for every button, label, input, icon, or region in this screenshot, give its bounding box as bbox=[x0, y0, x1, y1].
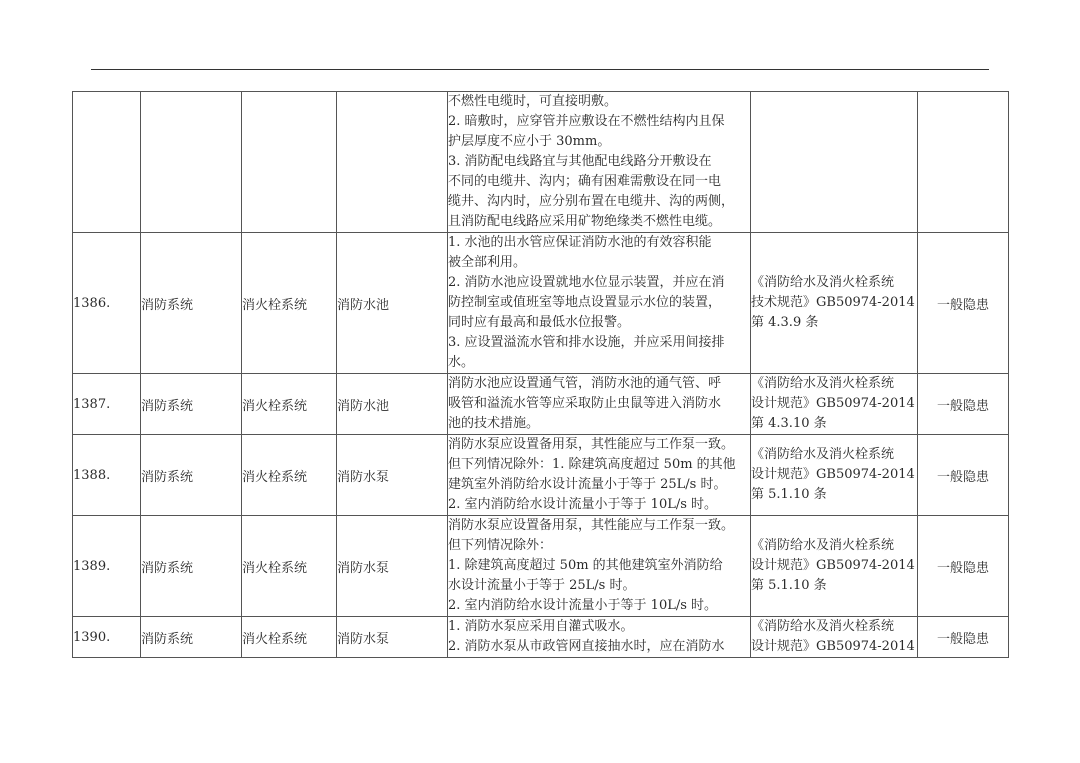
requirement-line: 消防水泵应设置备用泵，其性能应与工作泵一致。 bbox=[448, 437, 735, 452]
subsystem-cell: 消火栓系统 bbox=[242, 617, 337, 658]
requirement-line: 不燃性电缆时，可直接明敷。 bbox=[448, 94, 618, 109]
system-cell: 消防系统 bbox=[141, 617, 242, 658]
table-row bbox=[73, 374, 1009, 435]
requirement-line: 同时应有最高和最低水位报警。 bbox=[448, 315, 631, 330]
requirement-line: 但下列情况除外：1. 除建筑高度超过 50m 的其他 bbox=[448, 457, 736, 472]
requirement-line: 1. 水池的出水管应保证消防水池的有效容积能 bbox=[448, 235, 712, 250]
object-cell: 消防水泵 bbox=[337, 617, 448, 658]
table-row bbox=[73, 516, 1009, 617]
table-row bbox=[73, 233, 1009, 374]
basis-cell bbox=[751, 516, 918, 617]
basis-line: 第 4.3.9 条 bbox=[751, 315, 819, 330]
requirement-line: 不同的电缆井、沟内；确有困难需敷设在同一电 bbox=[448, 174, 722, 189]
level-cell: 一般隐患 bbox=[918, 435, 1009, 516]
requirement-line: 水设计流量小于等于 25L/s 时。 bbox=[448, 578, 636, 593]
requirement-line: 3. 消防配电线路宜与其他配电线路分开敷设在 bbox=[448, 154, 712, 169]
requirement-line: 2. 暗敷时，应穿管并应敷设在不燃性结构内且保 bbox=[448, 114, 725, 129]
row-number: 1387. bbox=[73, 374, 141, 435]
requirement-line: 护层厚度不应小于 30mm。 bbox=[448, 134, 611, 149]
requirement-line: 3. 应设置溢流水管和排水设施，并应采用间接排 bbox=[448, 335, 725, 350]
system-cell: 消防系统 bbox=[141, 374, 242, 435]
basis-cell bbox=[751, 617, 918, 658]
requirement-line: 2. 室内消防给水设计流量小于等于 10L/s 时。 bbox=[448, 598, 718, 613]
row-number: 1389. bbox=[73, 516, 141, 617]
requirement-line: 水。 bbox=[448, 355, 475, 370]
row-number: 1388. bbox=[73, 435, 141, 516]
system-cell: 消防系统 bbox=[141, 435, 242, 516]
requirement-line: 2. 消防水泵从市政管网直接抽水时，应在消防水 bbox=[448, 639, 725, 654]
level-cell: 一般隐患 bbox=[918, 516, 1009, 617]
requirement-line: 但下列情况除外： bbox=[448, 538, 553, 553]
hazard-table bbox=[72, 91, 1009, 658]
basis-line: 《消防给水及消火栓系统 bbox=[751, 447, 895, 462]
requirement-line: 1. 除建筑高度超过 50m 的其他建筑室外消防给 bbox=[448, 558, 723, 573]
requirement-cell bbox=[448, 516, 751, 617]
row-number: 1390. bbox=[73, 617, 141, 658]
basis-line: 设计规范》GB50974-2014 bbox=[751, 639, 915, 654]
basis-cell bbox=[751, 374, 918, 435]
requirement-line: 吸管和溢流水管等应采取防止虫鼠等进入消防水 bbox=[448, 396, 722, 411]
table-row bbox=[73, 92, 1009, 233]
subsystem-cell: 消火栓系统 bbox=[242, 516, 337, 617]
object-cell: 消防水泵 bbox=[337, 516, 448, 617]
requirement-line: 消防水池应设置通气管，消防水池的通气管、呼 bbox=[448, 376, 722, 391]
requirement-line: 2. 室内消防给水设计流量小于等于 10L/s 时。 bbox=[448, 497, 718, 512]
basis-line: 《消防给水及消火栓系统 bbox=[751, 538, 895, 553]
table-row bbox=[73, 435, 1009, 516]
requirement-line: 池的技术措施。 bbox=[448, 416, 540, 431]
subsystem-cell: 消火栓系统 bbox=[242, 435, 337, 516]
subsystem-cell: 消火栓系统 bbox=[242, 233, 337, 374]
basis-line: 设计规范》GB50974-2014 bbox=[751, 558, 915, 573]
basis-line: 第 5.1.10 条 bbox=[751, 487, 827, 502]
object-cell: 消防水池 bbox=[337, 233, 448, 374]
level-cell bbox=[918, 92, 1009, 233]
table-row bbox=[73, 617, 1009, 658]
basis-line: 技术规范》GB50974-2014 bbox=[751, 295, 915, 310]
requirement-cell bbox=[448, 435, 751, 516]
basis-cell bbox=[751, 92, 918, 233]
requirement-line: 防控制室或值班室等地点设置显示水位的装置， bbox=[448, 295, 722, 310]
requirement-cell bbox=[448, 374, 751, 435]
basis-line: 第 4.3.10 条 bbox=[751, 416, 827, 431]
requirement-line: 建筑室外消防给水设计流量小于等于 25L/s 时。 bbox=[448, 477, 727, 492]
basis-line: 《消防给水及消火栓系统 bbox=[751, 275, 895, 290]
requirement-line: 缆井、沟内时，应分别布置在电缆井、沟的两侧， bbox=[448, 194, 735, 209]
level-cell: 一般隐患 bbox=[918, 374, 1009, 435]
row-number: 1386. bbox=[73, 233, 141, 374]
system-cell: 消防系统 bbox=[141, 516, 242, 617]
requirement-line: 1. 消防水泵应采用自灌式吸水。 bbox=[448, 619, 634, 634]
requirement-cell bbox=[448, 617, 751, 658]
subsystem-cell: 消火栓系统 bbox=[242, 374, 337, 435]
basis-line: 《消防给水及消火栓系统 bbox=[751, 619, 895, 634]
basis-cell bbox=[751, 233, 918, 374]
level-cell: 一般隐患 bbox=[918, 233, 1009, 374]
row-number bbox=[73, 92, 141, 233]
page-header-rule bbox=[91, 69, 989, 70]
requirement-cell bbox=[448, 233, 751, 374]
subsystem-cell bbox=[242, 92, 337, 233]
requirement-cell bbox=[448, 92, 751, 233]
level-cell: 一般隐患 bbox=[918, 617, 1009, 658]
system-cell bbox=[141, 92, 242, 233]
basis-line: 设计规范》GB50974-2014 bbox=[751, 467, 915, 482]
basis-line: 第 5.1.10 条 bbox=[751, 578, 827, 593]
object-cell: 消防水泵 bbox=[337, 435, 448, 516]
basis-cell bbox=[751, 435, 918, 516]
requirement-line: 2. 消防水池应设置就地水位显示装置，并应在消 bbox=[448, 275, 725, 290]
requirement-line: 且消防配电线路应采用矿物绝缘类不燃性电缆。 bbox=[448, 214, 722, 229]
requirement-line: 消防水泵应设置备用泵，其性能应与工作泵一致。 bbox=[448, 518, 735, 533]
system-cell: 消防系统 bbox=[141, 233, 242, 374]
basis-line: 设计规范》GB50974-2014 bbox=[751, 396, 915, 411]
basis-line: 《消防给水及消火栓系统 bbox=[751, 376, 895, 391]
object-cell bbox=[337, 92, 448, 233]
object-cell: 消防水池 bbox=[337, 374, 448, 435]
requirement-line: 被全部利用。 bbox=[448, 255, 527, 270]
